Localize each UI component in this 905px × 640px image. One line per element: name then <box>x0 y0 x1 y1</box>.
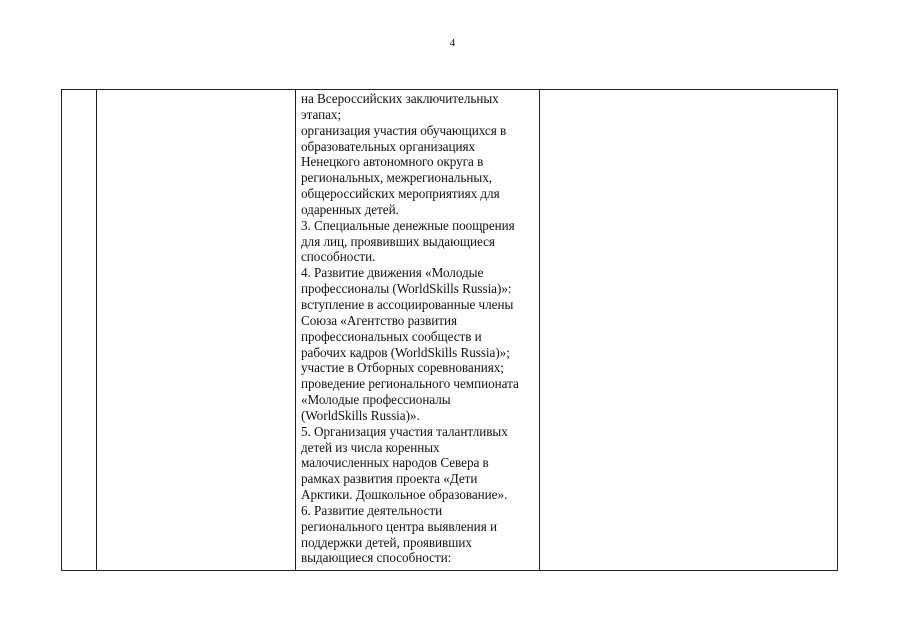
text-line: Арктики. Дошкольное образование». <box>301 487 508 503</box>
text-line: 4. Развитие движения «Молодые <box>301 265 484 281</box>
table-cell-name <box>97 90 296 571</box>
text-line: 5. Организация участия талантливых <box>301 423 508 439</box>
text-line: «Молодые профессионалы <box>301 392 451 408</box>
text-line: этапах; <box>301 106 342 122</box>
text-line: Ненецкого автономного округа в <box>301 154 484 170</box>
text-line: способности. <box>301 249 376 265</box>
text-line: вступление в ассоциированные члены <box>301 296 514 312</box>
text-line: профессионалы (WorldSkills Russia)»: <box>301 281 512 297</box>
table-row <box>62 90 838 571</box>
text-line: одаренных детей. <box>301 201 399 217</box>
text-line: выдающиеся способности: <box>301 550 452 566</box>
table-cell-results <box>540 90 838 571</box>
table-cell-activities <box>296 90 540 571</box>
text-line: рабочих кадров (WorldSkills Russia)»; <box>301 344 510 360</box>
text-line: рамках развития проекта «Дети <box>301 471 478 487</box>
text-line: общероссийских мероприятиях для <box>301 186 500 202</box>
text-line: организация участия обучающихся в <box>301 122 507 138</box>
text-line: на Всероссийских заключительных <box>301 91 499 106</box>
document-table <box>61 89 838 571</box>
text-line: (WorldSkills Russia)». <box>301 407 420 423</box>
text-line: регионального центра выявления и <box>301 518 497 534</box>
text-line: образовательных организациях <box>301 138 476 154</box>
table-cell-number <box>62 90 97 571</box>
text-line: профессиональных сообществ и <box>301 328 482 344</box>
page-number: 4 <box>449 37 456 49</box>
text-line: для лиц, проявивших выдающиеся <box>301 233 495 249</box>
text-line: проведение регионального чемпионата <box>301 376 519 392</box>
activities-text <box>296 90 539 566</box>
text-line: 3. Специальные денежные поощрения <box>301 217 515 233</box>
text-line: Союза «Агентство развития <box>301 312 458 328</box>
text-line: поддержки детей, проявивших <box>301 534 472 550</box>
text-line: малочисленных народов Севера в <box>301 455 489 471</box>
text-line: участие в Отборных соревнованиях; <box>301 360 504 376</box>
text-line: детей из числа коренных <box>301 439 440 455</box>
text-line: региональных, межрегиональных, <box>301 170 492 186</box>
text-line: 6. Развитие деятельности <box>301 502 443 518</box>
